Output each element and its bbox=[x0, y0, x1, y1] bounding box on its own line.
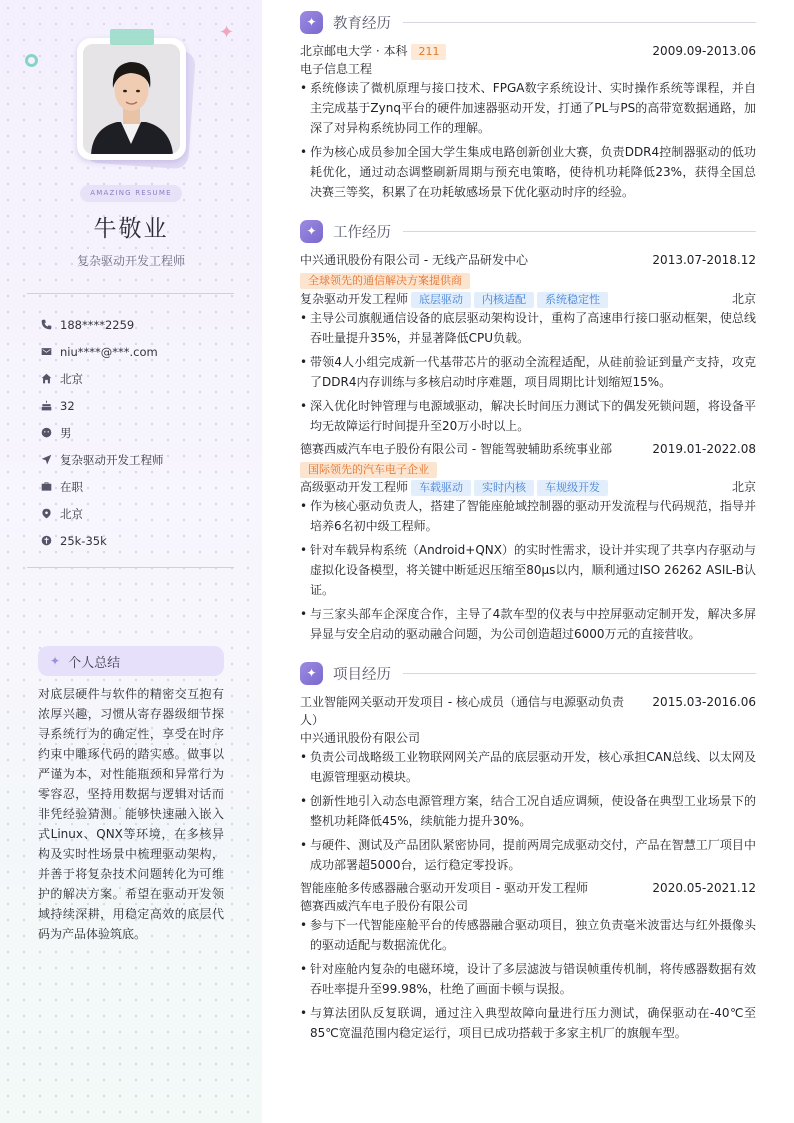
project-bullet: • 参与下一代智能座舱平台的传感器融合驱动项目，独立负责毫米波雷达与红外摄像头的驱动适配与数据流优化。 bbox=[300, 915, 756, 955]
job-header bbox=[300, 440, 756, 458]
school-name: 北京邮电大学 · 本科 bbox=[300, 44, 408, 58]
project-bullet: • 针对座舱内复杂的电磁环境，设计了多层滤波与错误帧重传机制，将传感器数据有效吞吐率提升至99.98%，杜绝了画面卡顿与误报。 bbox=[300, 959, 756, 999]
skill-tag: 底层驱动 bbox=[411, 292, 471, 308]
skill-tag: 车载驱动 bbox=[411, 480, 471, 496]
project-name: 工业智能网关驱动开发项目 - 核心成员（通信与电源驱动负责人） bbox=[300, 695, 624, 727]
info-status: 在职 bbox=[40, 473, 240, 500]
skill-tag: 实时内核 bbox=[474, 480, 534, 496]
school-tag: 211 bbox=[411, 44, 446, 60]
job-period: 2013.07-2018.12 bbox=[652, 253, 756, 267]
sparkle-icon: ✦ bbox=[50, 654, 61, 668]
education-period: 2009.09-2013.06 bbox=[652, 44, 756, 58]
education-bullet: • 作为核心成员参加全国大学生集成电路创新创业大赛，负责DDR4控制器驱动的低功耗优化，通过动态调整刷新周期与预充电策略，使待机功耗降低23%，获得全国总决赛三等奖，积累了在功耗敏感场景下优化驱动时序的经验。 bbox=[300, 142, 756, 202]
location-icon bbox=[40, 508, 52, 520]
sparkle-icon: ✦ bbox=[300, 662, 323, 685]
skill-tag: 内核适配 bbox=[474, 292, 534, 308]
candidate-name: 牛敬业 bbox=[93, 216, 169, 242]
job-bullet: • 与三家头部车企深度合作，主导了4款车型的仪表与中控屏驱动定制开发，解决多屏异显与安全启动的驱动融合问题，为公司创造超过6000万元的直接营收。 bbox=[300, 604, 756, 644]
project-bullet: • 负责公司战略级工业物联网网关产品的底层驱动开发，核心承担CAN总线、以太网及电源管理驱动模块。 bbox=[300, 747, 756, 787]
gender-icon bbox=[40, 427, 52, 439]
project-header bbox=[300, 693, 756, 729]
ring-decoration bbox=[25, 54, 38, 67]
section-rule bbox=[403, 673, 756, 674]
major: 电子信息工程 bbox=[300, 62, 373, 76]
job-role-row bbox=[300, 290, 756, 308]
section-projects-header: ✦ 项目经历 bbox=[300, 661, 756, 685]
resume-badge: AMAZING RESUME bbox=[80, 185, 182, 202]
job-bullet: • 带领4人小组完成新一代基带芯片的驱动全流程适配，从硅前验证到量产支持，攻克了DDR4内存训练与多核启动时序难题，项目周期比计划缩短15%。 bbox=[300, 352, 756, 392]
sidebar bbox=[0, 0, 262, 1123]
job-city: 北京 bbox=[731, 292, 756, 306]
sparkle-icon: ✦ bbox=[219, 22, 235, 43]
job-role: 复杂驱动开发工程师 bbox=[300, 292, 409, 306]
info-salary: 25k-35k bbox=[40, 527, 240, 554]
education-row bbox=[300, 42, 756, 60]
candidate-title: 复杂驱动开发工程师 bbox=[76, 254, 185, 268]
send-icon bbox=[40, 454, 52, 466]
summary-text: 对底层硬件与软件的精密交互抱有浓厚兴趣，习惯从寄存器级细节探寻系统行为的确定性，享受在时序约束中雕琢代码的踏实感。做事以严谨为本，对性能瓶颈和异常行为零容忍，坚持用数据与逻辑对话而非凭经验猜测。能够快速融入嵌入式Linux、QNX等环境，在多核异构及实时性场景中梳理驱动架构，并善于将复杂技术问题转化为可维护的解决方案。希望在驱动开发领域持续深耕，用稳定高效的底层代码为产品体验筑底。 bbox=[38, 687, 224, 941]
project-bullet: • 与硬件、测试及产品团队紧密协同，提前两周完成驱动交付，产品在智慧工厂项目中成功部署超5000台，运行稳定零投诉。 bbox=[300, 835, 756, 875]
skill-tag: 系统稳定性 bbox=[537, 292, 608, 308]
project-period: 2020.05-2021.12 bbox=[652, 881, 756, 895]
section-rule bbox=[403, 22, 756, 23]
section-education-header: ✦ 教育经历 bbox=[300, 10, 756, 34]
info-gender: 男 bbox=[40, 419, 240, 446]
sparkle-icon: ✦ bbox=[300, 11, 323, 34]
salary-icon bbox=[40, 535, 52, 547]
job-period: 2019.01-2022.08 bbox=[652, 442, 756, 456]
project-bullet: • 创新性地引入动态电源管理方案，结合工况自适应调频，使设备在典型工业场景下的整机功耗降低45%，续航能力提升30%。 bbox=[300, 791, 756, 831]
home-icon bbox=[40, 373, 52, 385]
info-home: 北京 bbox=[40, 365, 240, 392]
cake-icon bbox=[40, 400, 52, 412]
project-bullet: • 与算法团队反复联调，通过注入典型故障向量进行压力测试，确保驱动在-40℃至85℃宽温范围内稳定运行，项目已成功搭载于多家主机厂的旗舰车型。 bbox=[300, 1003, 756, 1043]
info-target-role: 复杂驱动开发工程师 bbox=[40, 446, 240, 473]
job-header bbox=[300, 251, 756, 269]
job-company: 中兴通讯股份有限公司 - 无线产品研发中心 bbox=[300, 253, 528, 267]
contact-info bbox=[40, 311, 240, 554]
job-city: 北京 bbox=[731, 480, 756, 494]
skill-tag: 车规级开发 bbox=[537, 480, 608, 496]
project-period: 2015.03-2016.06 bbox=[652, 695, 756, 709]
divider bbox=[27, 567, 234, 568]
project-header bbox=[300, 879, 756, 897]
project-company: 德赛西威汽车电子股份有限公司 bbox=[300, 899, 469, 913]
info-location: 北京 bbox=[40, 500, 240, 527]
project-name: 智能座舱多传感器融合驱动开发项目 - 驱动开发工程师 bbox=[300, 881, 588, 895]
avatar bbox=[83, 44, 180, 154]
briefcase-icon bbox=[40, 481, 52, 493]
info-age: 32 bbox=[40, 392, 240, 419]
sparkle-icon: ✦ bbox=[300, 220, 323, 243]
summary-header: ✦ 个人总结 bbox=[38, 646, 224, 676]
company-tag: 全球领先的通信解决方案提供商 bbox=[300, 273, 470, 289]
job-company: 德赛西威汽车电子股份有限公司 - 智能驾驶辅助系统事业部 bbox=[300, 442, 612, 456]
job-bullet: • 作为核心驱动负责人，搭建了智能座舱域控制器的驱动开发流程与代码规范，指导并培养6名初中级工程师。 bbox=[300, 496, 756, 536]
project-company: 中兴通讯股份有限公司 bbox=[300, 731, 421, 745]
info-email: niu****@***.com bbox=[40, 338, 240, 365]
section-work-header: ✦ 工作经历 bbox=[300, 219, 756, 243]
divider bbox=[27, 293, 234, 294]
section-rule bbox=[403, 231, 756, 232]
info-phone: 188****2259 bbox=[40, 311, 240, 338]
company-tag: 国际领先的汽车电子企业 bbox=[300, 462, 437, 478]
mail-icon bbox=[40, 346, 52, 358]
education-bullet: • 系统修读了微机原理与接口技术、FPGA数字系统设计、实时操作系统等课程，并自主完成基于Zynq平台的硬件加速器驱动开发，打通了PL与PS的高带宽数据通路，加深了对异构系统协同工作的理解。 bbox=[300, 78, 756, 138]
job-bullet: • 针对车载异构系统（Android+QNX）的实时性需求，设计并实现了共享内存驱动与虚拟化设备模型，将关键中断延迟压缩至80μs以内，顺利通过ISO 26262 ASIL-B认证。 bbox=[300, 540, 756, 600]
job-role-row bbox=[300, 478, 756, 496]
job-role: 高级驱动开发工程师 bbox=[300, 480, 409, 494]
job-bullet: • 主导公司旗舰通信设备的底层驱动架构设计，重构了高速串行接口驱动框架，使总线吞吐量提升35%，并显著降低CPU负载。 bbox=[300, 308, 756, 348]
job-bullet: • 深入优化时钟管理与电源域驱动，解决长时间压力测试下的偶发死锁问题，将设备平均无故障运行时间提升至20万小时以上。 bbox=[300, 396, 756, 436]
photo-tape bbox=[110, 29, 154, 45]
phone-icon bbox=[40, 319, 52, 331]
